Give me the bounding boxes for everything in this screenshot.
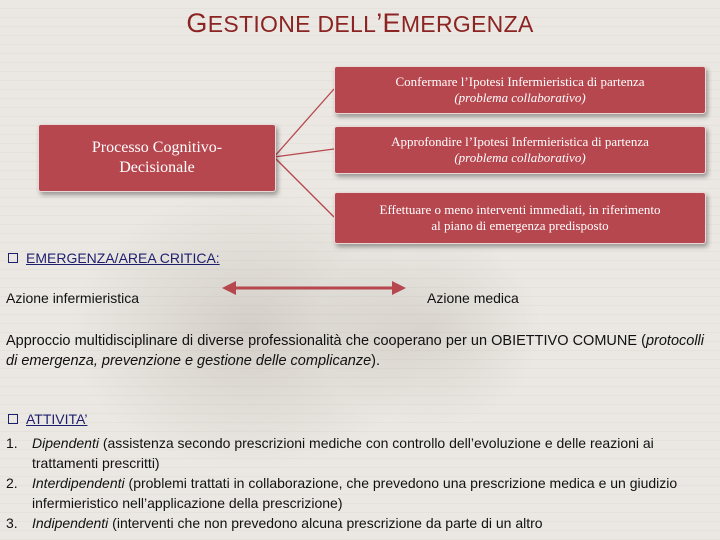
section-emergenza-label: EMERGENZA/AREA CRITICA: bbox=[26, 250, 220, 266]
connector-line-bottom bbox=[274, 157, 334, 217]
title-initial-e: E bbox=[382, 8, 401, 38]
list-item-text: (problemi trattati in collaborazione, che prevedono una prescrizione medica e un giudizio infermieristico nell’applicazione della prescrizione) bbox=[32, 475, 678, 511]
list-item bbox=[6, 513, 706, 533]
checkbox-square-icon bbox=[8, 253, 18, 263]
multidisciplinary-paragraph bbox=[6, 331, 704, 371]
list-item-text: (assistenza secondo prescrizioni mediche con controllo dell’evoluzione e delle reazioni ai trattamenti prescritti) bbox=[32, 435, 654, 471]
paragraph-text-italic: protocolli di emergenza, prevenzione e gestione delle complicanze bbox=[6, 333, 704, 369]
box1-sub-text: (problema collaborativo) bbox=[454, 90, 586, 105]
connector-line-middle bbox=[274, 149, 334, 157]
effettuare-box bbox=[334, 192, 706, 244]
processo-cognitivo-box bbox=[38, 124, 276, 192]
list-item bbox=[6, 473, 706, 513]
paragraph-text-after: ). bbox=[371, 353, 381, 369]
list-item-term: Dipendenti bbox=[32, 435, 99, 451]
title-part-2: MERGENZA bbox=[400, 11, 534, 37]
section-attivita-heading bbox=[8, 411, 87, 427]
box2-main-text: Approfondire l’Ipotesi Infermieristica di partenza bbox=[391, 133, 649, 149]
paragraph-text-before: Approccio multidisciplinare di diverse professionalità che cooperano per un OBIETTIVO COMUNE ( bbox=[6, 333, 646, 349]
list-item bbox=[6, 433, 706, 473]
arrow-right-head-icon bbox=[392, 281, 406, 295]
azione-medica-label: Azione medica bbox=[427, 290, 519, 306]
box2-sub-text: (problema collaborativo) bbox=[454, 150, 586, 165]
title-part-1: ESTIONE DELL bbox=[207, 11, 377, 37]
connector-line-top bbox=[274, 89, 334, 157]
box1-main-text: Confermare l’Ipotesi Infermieristica di partenza bbox=[395, 73, 645, 89]
main-box-line1: Processo Cognitivo- bbox=[91, 139, 223, 156]
list-item-number: 2. bbox=[6, 475, 18, 491]
azione-infermieristica-label: Azione infermieristica bbox=[6, 290, 140, 306]
list-item-term: Interdipendenti bbox=[32, 475, 125, 491]
confermare-box bbox=[334, 66, 706, 114]
list-item-term: Indipendenti bbox=[32, 515, 109, 531]
title-initial-g: G bbox=[186, 8, 208, 38]
list-item-number: 3. bbox=[6, 515, 18, 531]
checkbox-square-icon bbox=[8, 414, 18, 424]
main-box-line2: Decisionale bbox=[119, 159, 195, 176]
title-apostrophe: ’ bbox=[376, 8, 383, 38]
section-emergenza-heading bbox=[8, 250, 220, 266]
activities-list bbox=[6, 433, 706, 533]
section-attivita-label: ATTIVITA’ bbox=[26, 411, 88, 427]
approfondire-box bbox=[334, 126, 706, 174]
box3-sub-text: al piano di emergenza predisposto bbox=[431, 218, 609, 233]
list-item-number: 1. bbox=[6, 435, 18, 451]
arrow-left-head-icon bbox=[222, 281, 236, 295]
box3-main-text: Effettuare o meno interventi immediati, in riferimento bbox=[379, 201, 661, 217]
list-item-text: (interventi che non prevedono alcuna prescrizione da parte di un altro bbox=[108, 515, 543, 531]
